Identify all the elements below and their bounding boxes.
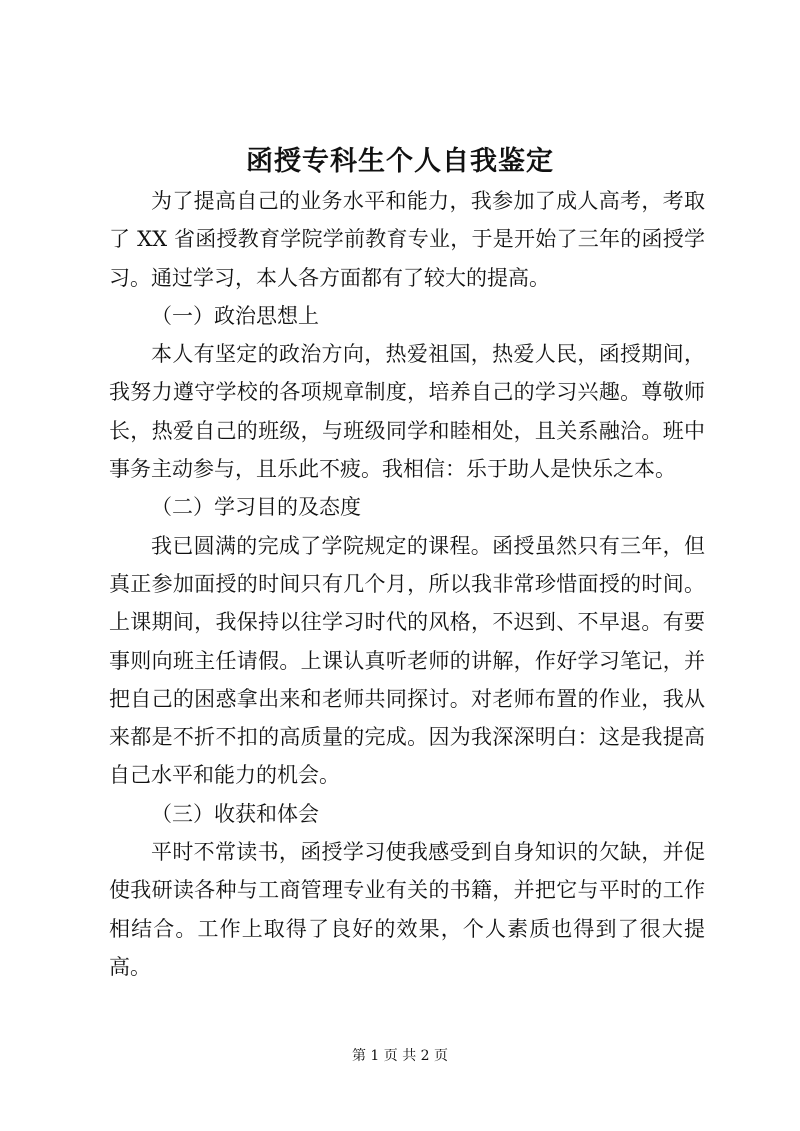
page-footer: 第 1 页 共 2 页 (351, 1048, 449, 1064)
paragraph-gains: 平时不常读书，函授学习使我感受到自身知识的欠缺，并促使我研读各种与工商管理专业有关的书籍，并把它与平时的工作相结合。工作上取得了良好的效果，个人素质也得到了很大提高。 (109, 840, 705, 979)
paragraph-study: 我已圆满的完成了学院规定的课程。函授虽然只有三年，但真正参加面授的时间只有几个月，所以我非常珍惜面授的时间。上课期间，我保持以往学习时代的风格，不迟到、不早退。有要事则向班主任请假。上课认真听老师的讲解，作好学习笔记，并把自己的困惑拿出来和老师共同探讨。对老师布置的作业，我从来都是不折不扣的高质量的完成。因为我深深明白：这是我提高自己水平和能力的机会。 (109, 533, 705, 788)
paragraph-intro: 为了提高自己的业务水平和能力，我参加了成人高考，考取了 XX 省函授教育学院学前教育专业，于是开始了三年的函授学习。通过学习，本人各方面都有了较大的提高。 (109, 189, 705, 290)
paragraph-politics: 本人有坚定的政治方向，热爱祖国，热爱人民，函授期间，我努力遵守学校的各项规章制度，培养自己的学习兴趣。尊敬师长，热爱自己的班级，与班级同学和睦相处，且关系融洽。班中事务主动参与，且乐此不疲。我相信：乐于助人是快乐之本。 (109, 342, 705, 482)
section-heading-study: （二）学习目的及态度 (151, 495, 361, 520)
section-heading-gains: （三）收获和体会 (151, 801, 319, 826)
document-body (109, 182, 705, 986)
section-heading-politics: （一）政治思想上 (151, 303, 319, 328)
document-title: 函授专科生个人自我鉴定 (246, 146, 554, 177)
